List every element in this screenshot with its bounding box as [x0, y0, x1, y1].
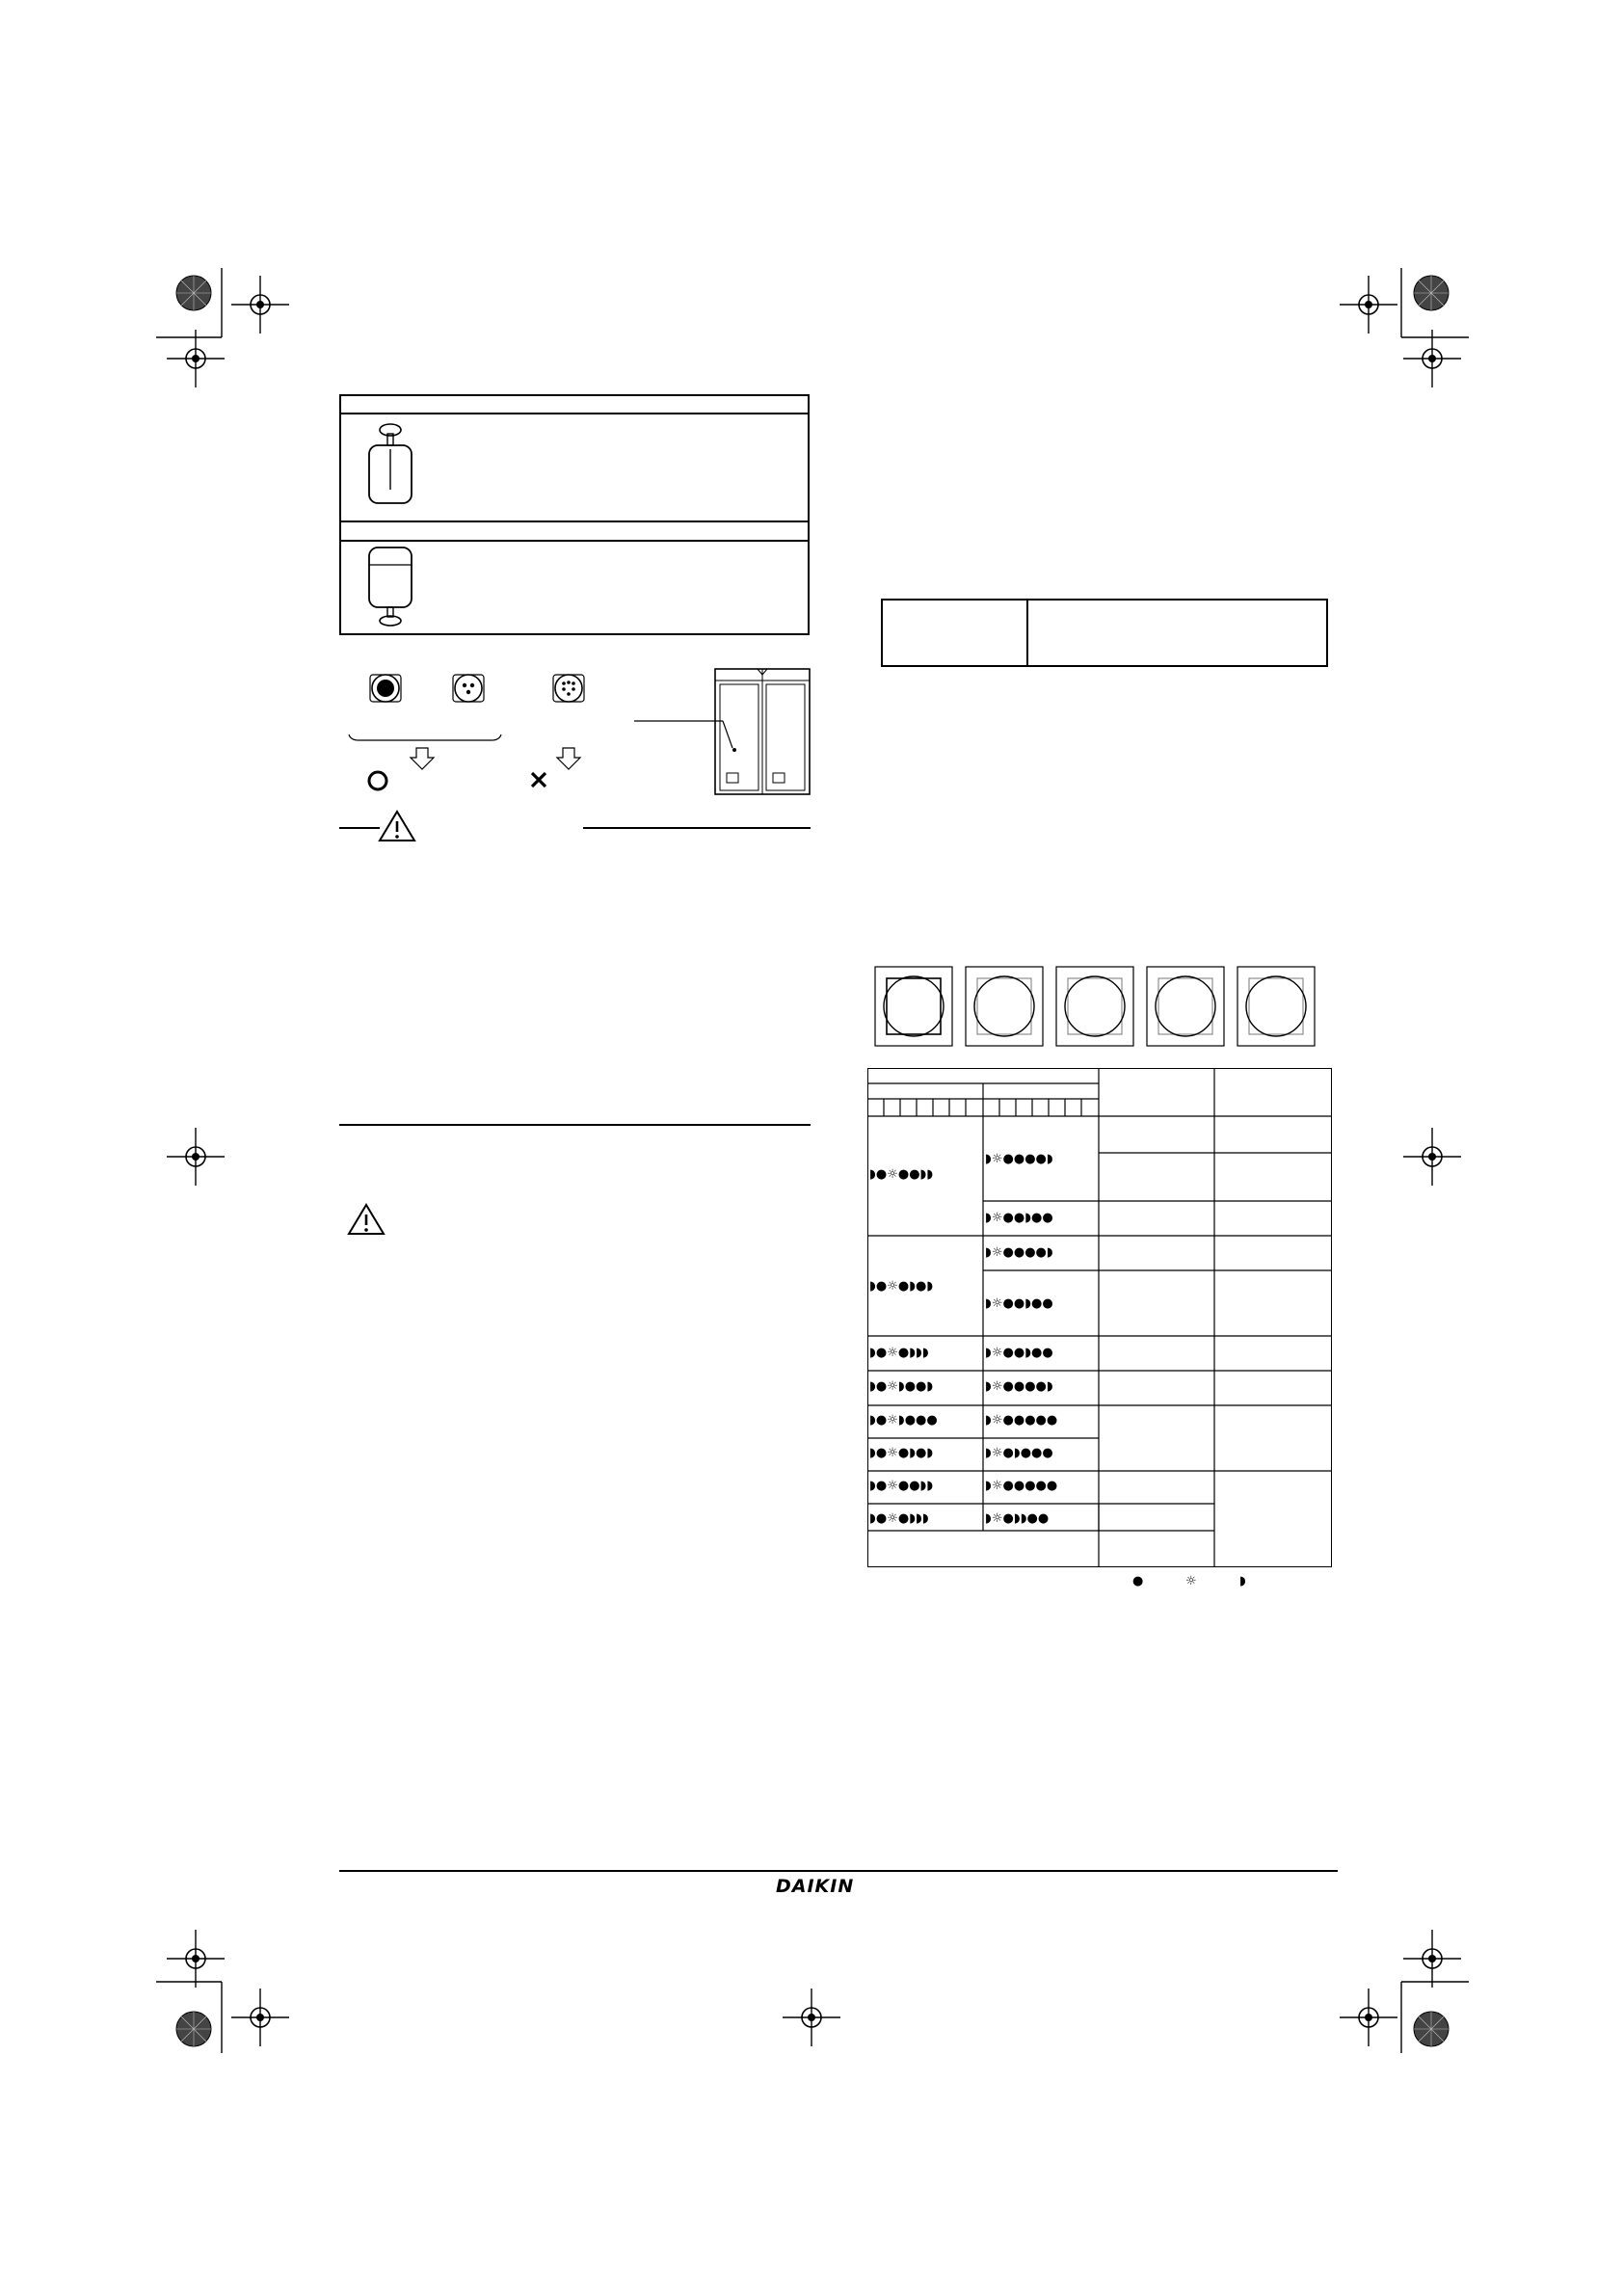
divider: [339, 540, 810, 542]
warning-triangle-icon: [347, 1203, 386, 1236]
led-pattern-cell: ◗☼●●●●●: [985, 1479, 1058, 1493]
led-pattern-cell: ◗●☼●◗●◗: [869, 1446, 934, 1460]
warning-rule: [583, 827, 811, 829]
connector-figure: [339, 655, 821, 810]
led-pattern-cell: ◗☼●●●●◗: [985, 1379, 1053, 1394]
led-on-icon: ☼: [1185, 1574, 1197, 1589]
led-pattern-cell: ◗●☼◗●●●: [869, 1413, 938, 1428]
led-pattern-cell: ◗●☼●◗◗◗: [869, 1511, 929, 1526]
led-pattern-cell: ◗☼●●●●●: [985, 1413, 1058, 1428]
led-pattern-cell: ◗●☼●●◗◗: [869, 1167, 934, 1182]
led-pattern-cell: ◗☼●◗●●●: [985, 1446, 1053, 1460]
footer-rule: [339, 1870, 1338, 1872]
led-pattern-cell: ◗●☼●◗●◗: [869, 1279, 934, 1294]
info-box-divider: [1026, 599, 1028, 667]
led-off-icon: ●: [1132, 1574, 1144, 1589]
section-rule: [339, 1124, 811, 1126]
led-pattern-cell: ◗☼●◗◗●●: [985, 1511, 1050, 1526]
led-pattern-cell: ◗●☼◗●●◗: [869, 1379, 934, 1394]
led-blink-icon: ◗: [1239, 1574, 1246, 1589]
panel-icons: [873, 965, 1317, 1052]
divider: [339, 521, 810, 522]
warning-rule: [339, 827, 380, 829]
bottle-upright-icon: [361, 420, 419, 507]
led-pattern-cell: ◗●☼●●◗◗: [869, 1479, 934, 1493]
led-pattern-cell: ◗☼●●◗●●: [985, 1346, 1053, 1360]
led-pattern-cell: ◗●☼●◗◗◗: [869, 1346, 929, 1360]
warning-triangle-icon: [378, 810, 416, 842]
led-pattern-cell: ◗☼●●◗●●: [985, 1211, 1053, 1225]
led-status-table-grid: [867, 1068, 1332, 1567]
brand-logo: DAIKIN: [776, 1876, 855, 1897]
led-pattern-cell: ◗☼●●◗●●: [985, 1296, 1053, 1311]
bottle-inverted-icon: [361, 544, 419, 640]
led-pattern-cell: ◗☼●●●●◗: [985, 1152, 1053, 1166]
info-box: [881, 599, 1328, 667]
led-pattern-cell: ◗☼●●●●◗: [985, 1245, 1053, 1260]
divider: [339, 413, 810, 414]
